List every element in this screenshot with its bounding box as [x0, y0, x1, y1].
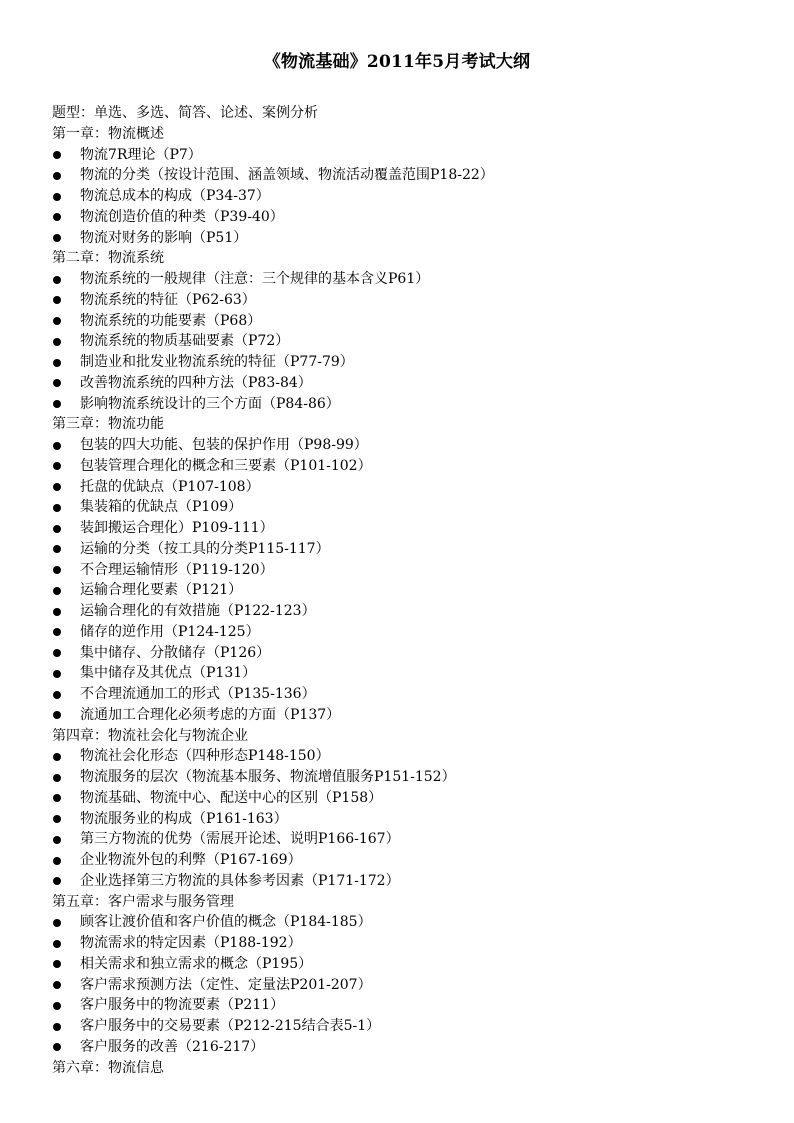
bullet-icon	[53, 940, 61, 948]
document-title: 《物流基础》2011年5月考试大纲	[263, 52, 531, 72]
list-item-text: 改善物流系统的四种方法（P83-84）	[80, 374, 312, 391]
list-item-text: 集装箱的优缺点（P109）	[80, 499, 243, 516]
list-item-text: 影响物流系统设计的三个方面（P84-86）	[80, 395, 340, 412]
bullet-icon	[53, 1023, 61, 1031]
bullet-icon	[53, 753, 61, 761]
list-item-text: 物流需求的特定因素（P188-192）	[80, 935, 302, 951]
chapter-heading: 第六章：物流信息	[52, 1059, 164, 1076]
list-item	[52, 186, 772, 207]
list-item	[52, 871, 772, 892]
list-item	[52, 1037, 772, 1058]
list-item-text: 包装的四大功能、包装的保护作用（P98-99）	[80, 437, 368, 453]
bullet-icon	[53, 608, 61, 616]
bullet-icon	[53, 545, 61, 553]
bullet-icon	[53, 483, 61, 491]
list-item	[52, 684, 772, 705]
list-item-text: 物流社会化形态（四种形态P148-150）	[80, 748, 330, 765]
list-item-text: 集中储存及其优点（P131）	[80, 665, 257, 682]
chapter-heading: 第五章：客户需求与服务管理	[52, 893, 234, 910]
list-item-text: 第三方物流的优势（需展开论述、说明P166-167）	[80, 831, 400, 848]
list-item	[52, 290, 772, 311]
list-item	[52, 601, 772, 622]
list-item	[52, 145, 772, 166]
list-item	[52, 311, 772, 332]
bullet-icon	[53, 815, 61, 823]
list-item-text: 物流服务业的构成（P161-163）	[80, 810, 288, 827]
list-item-text: 物流系统的一般规律（注意：三个规律的基本含义P61）	[80, 271, 430, 287]
list-item	[52, 933, 772, 954]
list-item-text: 流通加工合理化必须考虑的方面（P137）	[80, 706, 341, 723]
bullet-icon	[53, 794, 61, 802]
bullet-icon	[53, 442, 61, 450]
bullet-icon	[53, 711, 61, 719]
bullet-icon	[53, 566, 61, 574]
list-item	[52, 228, 772, 249]
list-item	[52, 518, 772, 539]
list-item	[52, 331, 772, 352]
list-item	[52, 705, 772, 726]
bullet-icon	[53, 960, 61, 968]
list-item-text: 运输合理化的有效措施（P122-123）	[80, 603, 316, 619]
outline-content	[52, 103, 772, 1078]
bullet-icon	[53, 774, 61, 782]
list-item-text: 不合理流通加工的形式（P135-136）	[80, 686, 316, 702]
bullet-icon	[53, 213, 61, 221]
list-item	[52, 497, 772, 518]
list-item-text: 物流7R理论（P7）	[80, 146, 202, 163]
bullet-icon	[53, 276, 61, 284]
list-item	[52, 394, 772, 415]
list-item	[52, 269, 772, 290]
list-item	[52, 207, 772, 228]
list-item-text: 物流的分类（按设计范围、涵盖领域、物流活动覆盖范围P18-22）	[80, 167, 494, 184]
list-item	[52, 456, 772, 477]
bullet-icon	[53, 193, 61, 201]
question-types: 题型：单选、多选、简答、论述、案例分析	[52, 105, 318, 121]
bullet-icon	[53, 628, 61, 636]
bullet-icon	[53, 691, 61, 699]
list-item-text: 企业选择第三方物流的具体参考因素（P171-172）	[80, 872, 400, 889]
list-item	[52, 622, 772, 643]
list-item	[52, 829, 772, 850]
list-item	[52, 995, 772, 1016]
list-item	[52, 788, 772, 809]
list-item-text: 托盘的优缺点（P107-108）	[80, 478, 260, 495]
bullet-icon	[53, 836, 61, 844]
bullet-icon	[53, 877, 61, 885]
chapter-list	[52, 124, 772, 1079]
list-item	[52, 767, 772, 788]
list-item	[52, 643, 772, 664]
list-item-text: 物流系统的物质基础要素（P72）	[80, 333, 290, 350]
list-item	[52, 352, 772, 373]
list-item-text: 物流服务的层次（物流基本服务、物流增值服务P151-152）	[80, 769, 456, 785]
list-item-text: 包装管理合理化的概念和三要素（P101-102）	[80, 457, 372, 474]
list-item-text: 运输合理化要素（P121）	[80, 582, 243, 599]
list-item	[52, 975, 772, 996]
list-item-text: 不合理运输情形（P119-120）	[80, 561, 274, 578]
bullet-icon	[53, 1043, 61, 1051]
list-item	[52, 912, 772, 933]
list-item	[52, 560, 772, 581]
bullet-icon	[53, 587, 61, 595]
list-item-text: 装卸搬运合理化）P109-111）	[80, 520, 274, 536]
list-item	[52, 1016, 772, 1037]
list-item	[52, 954, 772, 975]
list-item-text: 物流总成本的构成（P34-37）	[80, 188, 270, 204]
bullet-icon	[53, 379, 61, 387]
bullet-icon	[53, 172, 61, 180]
list-item-text: 客户需求预测方法（定性、定量法P201-207）	[80, 976, 372, 993]
list-item-text: 物流对财务的影响（P51）	[80, 229, 248, 246]
list-item-text: 制造业和批发业物流系统的特征（P77-79）	[80, 354, 354, 370]
bullet-icon	[53, 317, 61, 325]
chapter-heading: 第四章：物流社会化与物流企业	[52, 727, 248, 744]
list-item-text: 储存的逆作用（P124-125）	[80, 623, 260, 640]
bullet-icon	[53, 234, 61, 242]
bullet-icon	[53, 670, 61, 678]
list-item-text: 物流系统的功能要素（P68）	[80, 312, 262, 329]
list-item-text: 集中储存、分散储存（P126）	[80, 644, 271, 661]
list-item	[52, 477, 772, 498]
list-item	[52, 663, 772, 684]
list-item	[52, 539, 772, 560]
chapter-heading: 第一章：物流概述	[52, 125, 164, 142]
list-item-text: 客户服务中的交易要素（P212-215结合表5-1）	[80, 1018, 381, 1034]
bullet-icon	[53, 338, 61, 346]
bullet-icon	[53, 1002, 61, 1010]
bullet-icon	[53, 151, 61, 159]
list-item	[52, 850, 772, 871]
list-item	[52, 580, 772, 601]
list-item	[52, 809, 772, 830]
list-item-text: 顾客让渡价值和客户价值的概念（P184-185）	[80, 914, 372, 931]
bullet-icon	[53, 359, 61, 367]
bullet-icon	[53, 525, 61, 533]
bullet-icon	[53, 400, 61, 408]
chapter-heading: 第三章：物流功能	[52, 416, 164, 433]
list-item	[52, 373, 772, 394]
bullet-icon	[53, 649, 61, 657]
bullet-icon	[53, 504, 61, 512]
list-item-text: 物流基础、物流中心、配送中心的区别（P158）	[80, 789, 383, 806]
bullet-icon	[53, 919, 61, 927]
bullet-icon	[53, 296, 61, 304]
list-item	[52, 165, 772, 186]
bullet-icon	[53, 981, 61, 989]
chapter-heading: 第二章：物流系统	[52, 250, 164, 267]
list-item-text: 客户服务的改善（216-217）	[80, 1038, 265, 1055]
list-item	[52, 746, 772, 767]
list-item-text: 企业物流外包的利弊（P167-169）	[80, 852, 302, 868]
list-item-text: 物流创造价值的种类（P39-40）	[80, 208, 284, 225]
list-item-text: 运输的分类（按工具的分类P115-117）	[80, 540, 330, 557]
list-item-text: 相关需求和独立需求的概念（P195）	[80, 955, 313, 972]
list-item	[52, 435, 772, 456]
bullet-icon	[53, 462, 61, 470]
list-item-text: 物流系统的特征（P62-63）	[80, 291, 256, 308]
bullet-icon	[53, 857, 61, 865]
list-item-text: 客户服务中的物流要素（P211）	[80, 997, 285, 1014]
